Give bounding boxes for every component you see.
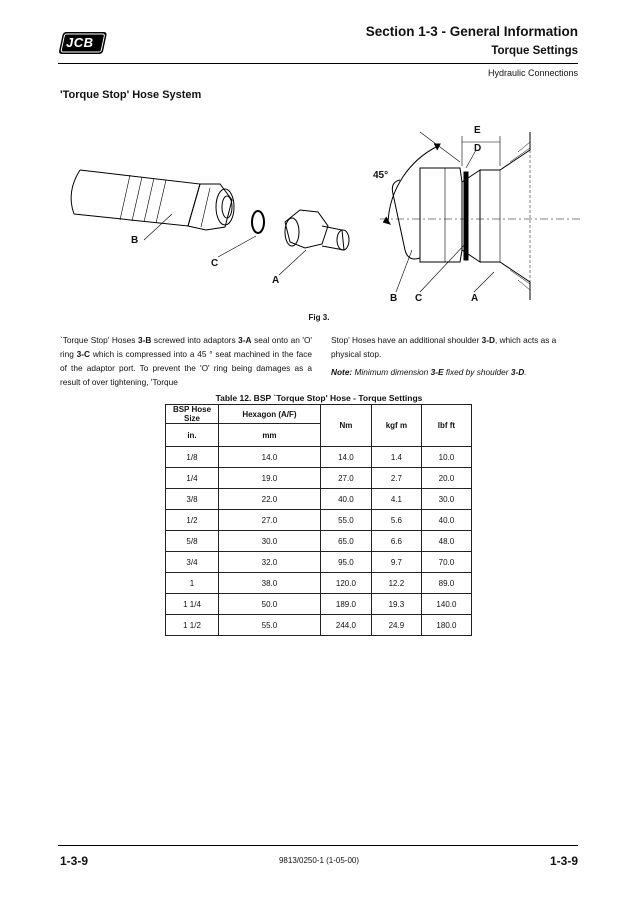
table-cell: 1/8 <box>166 447 219 468</box>
table-cell: 1 1/2 <box>166 615 219 636</box>
note-seg: 3-D <box>510 367 525 377</box>
body-left-seg: which is compressed into a 45 ° seat machined in the face of the adaptor port. To prevent the 'O' ring being damages as a result of over tightening, 'Torque <box>60 349 313 387</box>
table-cell: 9.7 <box>371 552 421 573</box>
table-cell: 24.9 <box>371 615 421 636</box>
table-cell: 50.0 <box>218 594 320 615</box>
body-right-paragraph <box>331 333 579 361</box>
label-c-left: C <box>211 258 219 269</box>
table-cell: 5/8 <box>166 531 219 552</box>
document-reference: 9813/0250-1 (1-05-00) <box>278 856 360 865</box>
header-divider <box>58 63 578 64</box>
table-cell: 48.0 <box>421 531 471 552</box>
system-heading: 'Torque Stop' Hose System <box>60 89 202 101</box>
note-seg: 3-E <box>430 367 444 377</box>
table-cell: 38.0 <box>218 573 320 594</box>
table-cell: 32.0 <box>218 552 320 573</box>
table-cell: 55.0 <box>320 510 371 531</box>
label-d: D <box>474 143 482 154</box>
table-cell: 27.0 <box>218 510 320 531</box>
table-row <box>166 594 472 615</box>
table-cell: 40.0 <box>320 489 371 510</box>
label-b-left: B <box>131 235 139 246</box>
table-cell: 140.0 <box>421 594 471 615</box>
table-cell: 22.0 <box>218 489 320 510</box>
torque-table <box>165 404 472 636</box>
table-row <box>166 468 472 489</box>
table-cell: 6.6 <box>371 531 421 552</box>
table-cell: 1 <box>166 573 219 594</box>
table-row <box>166 531 472 552</box>
table-row <box>166 615 472 636</box>
table-cell: 65.0 <box>320 531 371 552</box>
subsubsection-title: Hydraulic Connections <box>487 68 578 78</box>
label-b-right: B <box>390 293 398 304</box>
table-cell: 1 1/4 <box>166 594 219 615</box>
table-cell: 40.0 <box>421 510 471 531</box>
table-row <box>166 447 472 468</box>
table-cell: 12.2 <box>371 573 421 594</box>
table-row <box>166 489 472 510</box>
note-paragraph <box>331 365 579 379</box>
header-mm: mm <box>218 424 320 447</box>
label-a-left: A <box>272 275 280 286</box>
table-row <box>166 573 472 594</box>
body-left-seg: screwed into adaptors <box>151 335 239 345</box>
body-left-seg: 3-B <box>137 335 152 345</box>
page-number-left: 1-3-9 <box>60 854 89 868</box>
label-a-right: A <box>471 293 479 304</box>
footer-divider <box>58 845 578 846</box>
table-cell: 30.0 <box>421 489 471 510</box>
table-cell: 180.0 <box>421 615 471 636</box>
page-number-right: 1-3-9 <box>549 854 578 868</box>
table-cell: 89.0 <box>421 573 471 594</box>
table-cell: 1.4 <box>371 447 421 468</box>
table-cell: 30.0 <box>218 531 320 552</box>
table-cell: 20.0 <box>421 468 471 489</box>
table-row <box>166 552 472 573</box>
label-angle: 45° <box>373 170 389 181</box>
note-seg: fixed by shoulder <box>443 367 511 377</box>
header-in: in. <box>166 424 219 447</box>
header-lbfft: lbf ft <box>421 405 471 447</box>
table-cell: 14.0 <box>218 447 320 468</box>
body-left-seg: 3-A <box>238 335 252 345</box>
table-cell: 19.3 <box>371 594 421 615</box>
body-left-paragraph <box>60 333 312 389</box>
section-title: Section 1-3 - General Information <box>365 24 578 39</box>
body-right-column <box>331 333 579 379</box>
table-cell: 10.0 <box>421 447 471 468</box>
label-e: E <box>474 125 481 136</box>
table-cell: 120.0 <box>320 573 371 594</box>
table-cell: 55.0 <box>218 615 320 636</box>
figure-caption: Fig 3. <box>308 313 330 322</box>
label-c-right: C <box>415 293 423 304</box>
table-cell: 3/8 <box>166 489 219 510</box>
note-seg: Note: <box>331 367 353 377</box>
header-kgfm: kgf m <box>371 405 421 447</box>
table-cell: 14.0 <box>320 447 371 468</box>
body-right-seg: , which acts as a physical stop. <box>331 335 557 359</box>
note-seg: Minimum dimension <box>352 367 431 377</box>
table-cell: 3/4 <box>166 552 219 573</box>
table-cell: 1/2 <box>166 510 219 531</box>
table-cell: 189.0 <box>320 594 371 615</box>
group-header-hex: Hexagon (A/F) <box>218 405 320 424</box>
table-cell: 27.0 <box>320 468 371 489</box>
table-body <box>166 447 472 636</box>
body-right-seg: Stop' Hoses have an additional shoulder <box>331 335 482 345</box>
table-cell: 95.0 <box>320 552 371 573</box>
group-header-size: BSP Hose Size <box>166 405 219 424</box>
header-nm: Nm <box>320 405 371 447</box>
body-right-seg: 3-D <box>481 335 495 345</box>
body-left-seg: 3-C <box>76 349 91 359</box>
hose-diagram <box>60 122 580 312</box>
table-cell: 70.0 <box>421 552 471 573</box>
jcb-logo-text: JCB <box>66 35 94 50</box>
note-seg: . <box>524 367 527 377</box>
table-cell: 5.6 <box>371 510 421 531</box>
table-cell: 1/4 <box>166 468 219 489</box>
table-row <box>166 510 472 531</box>
table-cell: 244.0 <box>320 615 371 636</box>
table-cell: 19.0 <box>218 468 320 489</box>
table-cell: 4.1 <box>371 489 421 510</box>
body-left-seg: `Torque Stop' Hoses <box>60 335 138 345</box>
body-left-seg: seal onto an 'O' ring <box>60 335 313 359</box>
table-cell: 2.7 <box>371 468 421 489</box>
subsection-title: Torque Settings <box>491 45 578 57</box>
table-caption: Table 12. BSP `Torque Stop' Hose - Torque Settings <box>215 393 423 403</box>
body-left-column <box>60 333 312 389</box>
